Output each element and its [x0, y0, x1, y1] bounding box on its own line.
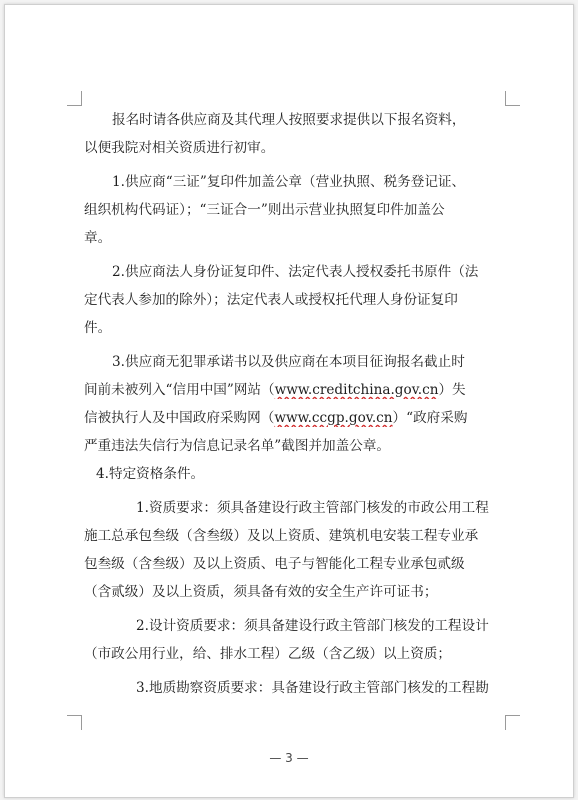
- text-line: 定代表人参加的除外）；法定代表人或授权托代理人身份证复印: [84, 292, 458, 308]
- text-line: 2.设计资质要求：须具备建设行政主管部门核发的工程设计: [136, 618, 489, 634]
- text-segment: ）“政府采购: [392, 410, 468, 426]
- text-line: 严重违法失信行为信息记录名单”截图并加盖公章。: [84, 438, 391, 454]
- text-line: 4.特定资格条件。: [96, 466, 205, 482]
- text-line: 1.供应商“三证”复印件加盖公章（营业执照、税务登记证、: [112, 174, 466, 190]
- crop-mark-top-right: [505, 91, 520, 106]
- text-line: [84, 409, 514, 427]
- text-line: 3.供应商无犯罪承诺书以及供应商在本项目征询报名截止时: [112, 354, 465, 370]
- page-number: — 3 —: [269, 751, 309, 765]
- text-line: 组织机构代码证）；“三证合一”则出示营业执照复印件加盖公: [84, 202, 445, 218]
- crop-mark-top-left: [67, 91, 82, 106]
- text-line: 报名时请各供应商及其代理人按照要求提供以下报名资料，: [112, 112, 466, 128]
- text-line: 章。: [84, 230, 112, 246]
- text-line: 2.供应商法人身份证复印件、法定代表人授权委托书原件（法: [112, 264, 479, 280]
- text-segment: ）失: [438, 382, 466, 398]
- crop-mark-bottom-right: [505, 715, 520, 730]
- text-line: 3.地质勘察资质要求：具备建设行政主管部门核发的工程勘: [136, 680, 489, 696]
- url-ccgp: www.ccgp.gov.cn: [274, 410, 393, 426]
- text-line: 1.资质要求：须具备建设行政主管部门核发的市政公用工程: [136, 500, 489, 516]
- text-line: （含贰级）及以上资质，须具备有效的安全生产许可证书；: [84, 584, 438, 600]
- text-segment: 信被执行人及中国政府采购网（: [84, 410, 275, 426]
- text-line: 施工总承包叁级（含叁级）及以上资质、建筑机电安装工程专业承: [84, 528, 479, 544]
- text-line: [84, 381, 514, 399]
- crop-mark-bottom-left: [67, 715, 82, 730]
- text-line: （市政公用行业，给、排水工程）乙级（含乙级）以上资质；: [84, 646, 452, 662]
- text-line: 以便我院对相关资质进行初审。: [84, 140, 275, 156]
- url-creditchina: www.creditchina.gov.cn: [274, 382, 439, 398]
- text-line: 件。: [84, 320, 112, 336]
- document-page: [4, 4, 574, 798]
- text-segment: 间前未被列入“信用中国”网站（: [84, 382, 275, 398]
- text-line: 包叁级（含叁级）及以上资质、电子与智能化工程专业承包贰级: [84, 556, 465, 572]
